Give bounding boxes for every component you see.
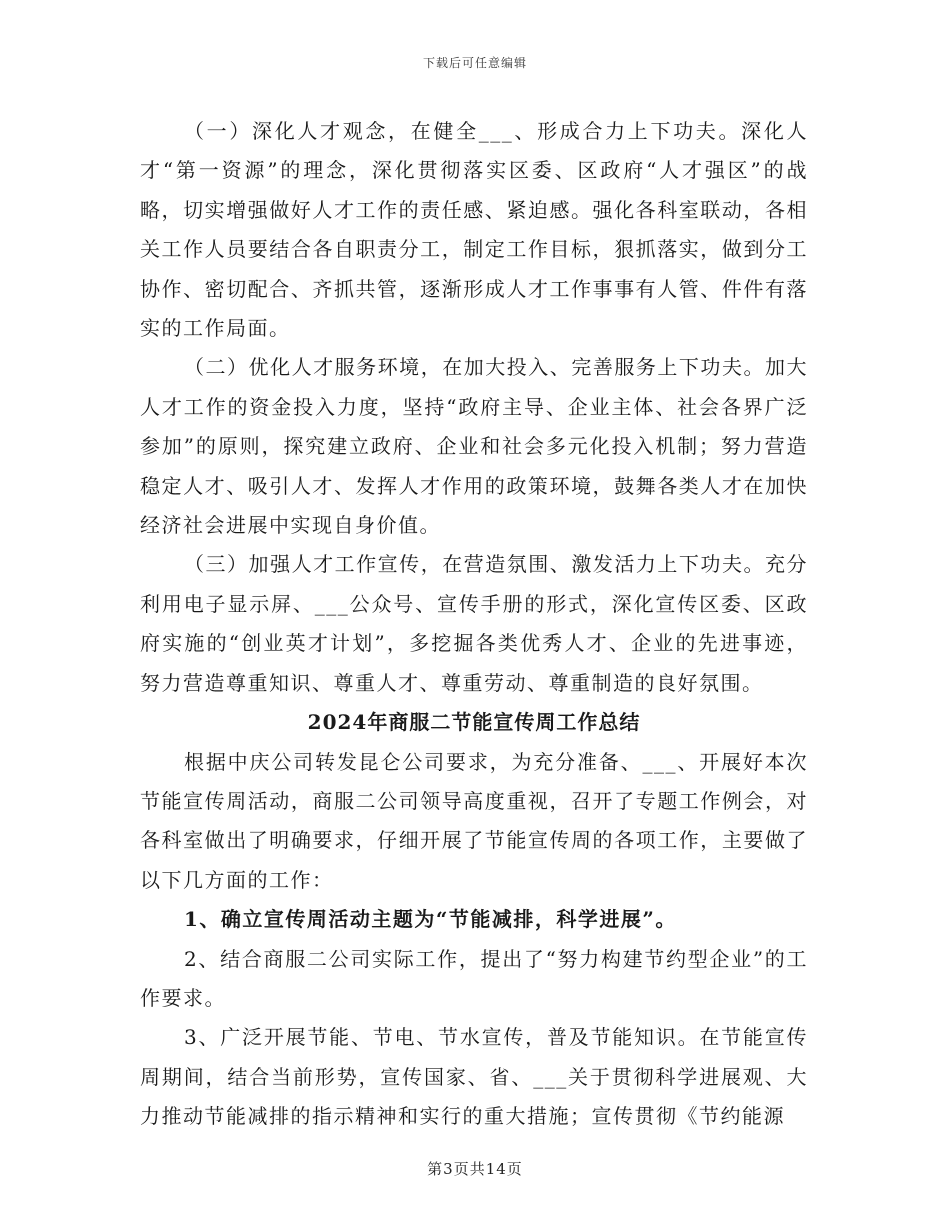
header-note: 下载后可任意编辑	[422, 56, 527, 70]
paragraph-talent-concept: （一）深化人才观念，在健全___、形成合力上下功夫。深化人才“第一资源”的理念，深化贯彻落实区委、区政府“人才强区”的战略，切实增强做好人才工作的责任感、紧迫感。强化各科室联动，各相关工作人员要结合各自职责分工，制定工作目标，狠抓落实，做到分工协作、密切配合、齐抓共管，逐渐形成人才工作事事有人管、件件有落实的工作局面。	[140, 119, 808, 341]
paragraph-requirement: 2、结合商服二公司实际工作，提出了“努力构建节约型企业”的工作要求。	[140, 946, 808, 1010]
paragraph-theme: 1、确立宣传周活动主题为“节能减排，科学进展”。	[184, 907, 677, 932]
paragraph-publicity: 3、广泛开展节能、节电、节水宣传，普及节能知识。在节能宣传周期间，结合当前形势，宣传国家、省、___关于贯彻科学进展观、大力推动节能减排的指示精神和实行的重大措施；宣传贯彻《节约能源	[140, 1025, 808, 1129]
paragraph-intro: 根据中庆公司转发昆仑公司要求，为充分准备、___、开展好本次节能宣传周活动，商服二公司领导高度重视，召开了专题工作例会，对各科室做出了明确要求，仔细开展了节能宣传周的各项工作，主要做了以下几方面的工作：	[140, 749, 808, 892]
page-number: 第3页共14页	[427, 1160, 523, 1178]
paragraph-talent-publicity: （三）加强人才工作宣传，在营造氛围、激发活力上下功夫。充分利用电子显示屏、___公众号、宣传手册的形式，深化宣传区委、区政府实施的“创业英才计划”，多挖掘各类优秀人才、企业的先进事迹，努力营造尊重知识、尊重人才、尊重劳动、尊重制造的良好氛围。	[140, 552, 808, 695]
document-body	[140, 112, 808, 1137]
paragraph-talent-service: （二）优化人才服务环境，在加大投入、完善服务上下功夫。加大人才工作的资金投入力度，坚持“政府主导、企业主体、社会各界广泛参加”的原则，探究建立政府、企业和社会多元化投入机制；努力营造稳定人才、吸引人才、发挥人才作用的政策环境，鼓舞各类人才在加快经济社会进展中实现自身价值。	[140, 355, 808, 538]
section-title: 2024年商服二节能宣传周工作总结	[307, 710, 641, 735]
